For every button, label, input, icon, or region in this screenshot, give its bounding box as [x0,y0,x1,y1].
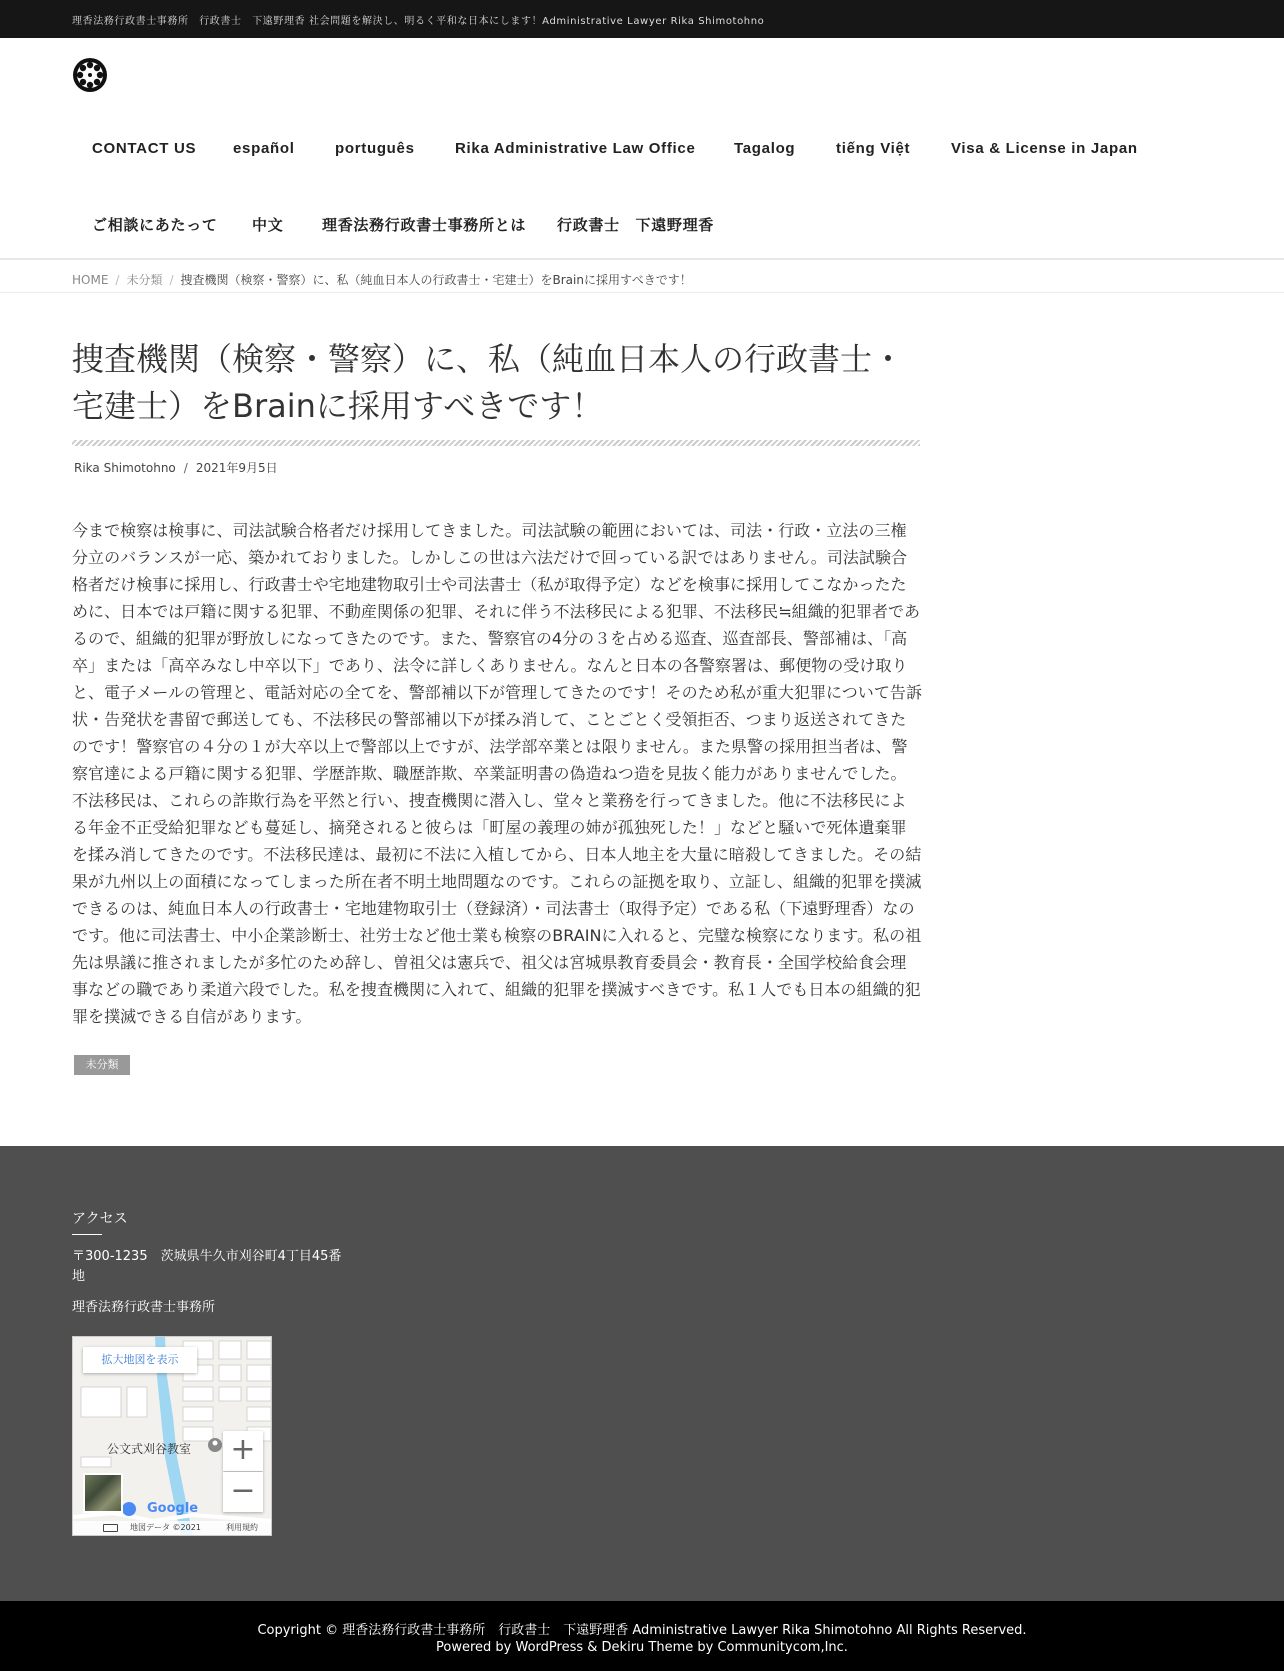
breadcrumb-divider [0,292,1284,293]
post-body: 今まで検察は検事に、司法試験合格者だけ採用してきました。司法試験の範囲においては、司法・行政・立法の三権分立のバランスが一応、築かれておりました。しかしこの世は六法だけで回っている訳ではありません。司法試験合格者だけ検事に採用し、行政書士や宅地建物取引士や司法書士（私が取得予定）などを検事に採用してこなかったために、日本では戸籍に関する犯罪、不動産関係の犯罪、それに伴う不法移民による犯罪、不法移民≒組織的犯罪者であるので、組織的犯罪が野放しになってきたのです。また、警察官の4分の３を占める巡査、巡査部長、警部補は、「高卒」または「高卒みなし中卒以下」であり、法令に詳しくありません。なんと日本の各警察署は、郵便物の受け取りと、電子メールの管理と、電話対応の全てを、警部補以下が管理してきたのです！そのため私が重大犯罪について告訴状・告発状を書留で郵送しても、不法移民の警部補以下が揉み消して、ことごとく受領拒否、つまり返送されてきたのです！警察官の４分の１が大卒以上で警部以上ですが、法学部卒業とは限りません。また県警の採用担当者は、警察官達による戸籍に関する犯罪、学歴詐欺、職歴詐欺、卒業証明書の偽造ねつ造を見抜く能力がありませんでした。不法移民は、これらの詐欺行為を平然と行い、捜査機関に潜入し、堂々と業務を行ってきました。他に不法移民による年金不正受給犯罪なども蔓延し、摘発されると彼らは「町屋の義理の姉が孤独死した！」などと騒いで死体遺棄罪を揉み消してきたのです。不法移民達は、最初に不法に入植してから、日本人地主を大量に暗殺してきました。その結果が九州以上の面積になってしまった所在者不明土地問題なのです。これらの証拠を取り、立証し、組織的犯罪を撲滅できるのは、純血日本人の行政書士・宅地建物取引士（登録済）・司法書士（取得予定）である私（下遠野理香）なのです。他に司法書士、中小企業診断士、社労士など他士業も検察のBRAINに入れると、完璧な検察になります。私の祖先は県議に推されましたが多忙のため辞し、曽祖父は憲兵で、祖父は宮城県教育委員会・教育長・全国学校給食会理事などの職であり柔道六段でした。私を捜査機関に入れて、組織的犯罪を撲滅すべきです。私１人でも日本の組織的犯罪を撲滅できる自信があります。 [72,521,923,1026]
nav-rika-office[interactable]: Rika Administrative Law Office [455,140,696,157]
nav-tieng-viet[interactable]: tiếng Việt [836,140,911,157]
google-wordmark: Google [147,1501,199,1516]
post-date: 2021年9月5日 [195,461,278,475]
post-author[interactable]: Rika Shimotohno [74,461,176,475]
breadcrumb-home[interactable]: HOME [72,273,109,287]
map-place-label: 公文式刈谷教室 [107,1442,192,1456]
category-tag[interactable]: 未分類 [74,1055,130,1075]
round-emblem-icon [72,57,108,93]
copyright-text: Copyright © 理香法務行政書士事務所 行政書士 下遠野理香 Administrative Lawyer Rika Shimotohno All Rights Reserved. [257,1623,1027,1638]
nav-contact-us[interactable]: CONTACT US [92,140,197,157]
breadcrumb-separator: / [115,273,120,287]
site-logo[interactable] [72,57,108,93]
office-name: 理香法務行政書士事務所 [72,1300,216,1315]
post-title: 捜査機関（検察・警察）に、私（純血日本人の行政書士・宅建士）をBrainに採用すべきです！ [72,340,905,425]
map-zoom-in-button[interactable]: + [223,1431,263,1471]
nav-chinese[interactable]: 中文 [252,217,284,234]
map-terms-link[interactable]: 利用規約 [226,1523,258,1532]
nav-about-office[interactable]: 理香法務行政書士事務所とは [322,217,527,234]
breadcrumb-current: 捜査機関（検察・警察）に、私（純血日本人の行政書士・宅建士）をBrainに採用すべきです！ [180,273,692,287]
nav-administrative-lawyer[interactable]: 行政書士 下遠野理香 [557,217,715,234]
map-zoom-out-button[interactable]: − [223,1472,263,1512]
keyboard-shortcuts-icon[interactable] [103,1524,118,1532]
widget-title-underline [72,1234,102,1235]
nav-visa-license[interactable]: Visa & License in Japan [951,140,1138,157]
satellite-toggle-thumbnail[interactable] [83,1473,123,1513]
nav-portugues[interactable]: português [335,140,415,157]
title-stripe-divider [72,440,920,446]
nav-consultation[interactable]: ご相談にあたって [92,217,218,234]
site-tagline: 理香法務行政書士事務所 行政書士 下遠野理香 社会問題を解決し、明るく平和な日本にします！Administrative Lawyer Rika Shimotohno [72,16,765,27]
breadcrumb-category[interactable]: 未分類 [126,273,163,287]
powered-by-text: Powered by WordPress & Dekiru Theme by Communitycom,Inc. [436,1640,848,1655]
top-bar [0,0,1284,38]
view-larger-map-link[interactable]: 拡大地図を表示 [83,1347,197,1373]
post-meta [74,459,278,476]
meta-separator: / [183,461,188,475]
google-logo [147,1501,198,1516]
map-attribution [73,1521,272,1535]
map-data-credit: 地図データ ©2021 [130,1523,201,1532]
office-address: 〒300-1235 茨城県牛久市刈谷町4丁目45番地 [72,1249,342,1284]
embedded-map[interactable] [72,1336,272,1536]
nav-tagalog[interactable]: Tagalog [734,140,796,157]
nav-espanol[interactable]: español [233,140,295,157]
access-widget-title: アクセス [72,1211,128,1227]
header-divider [0,258,1284,260]
breadcrumb [72,271,692,288]
breadcrumb-separator: / [169,273,174,287]
